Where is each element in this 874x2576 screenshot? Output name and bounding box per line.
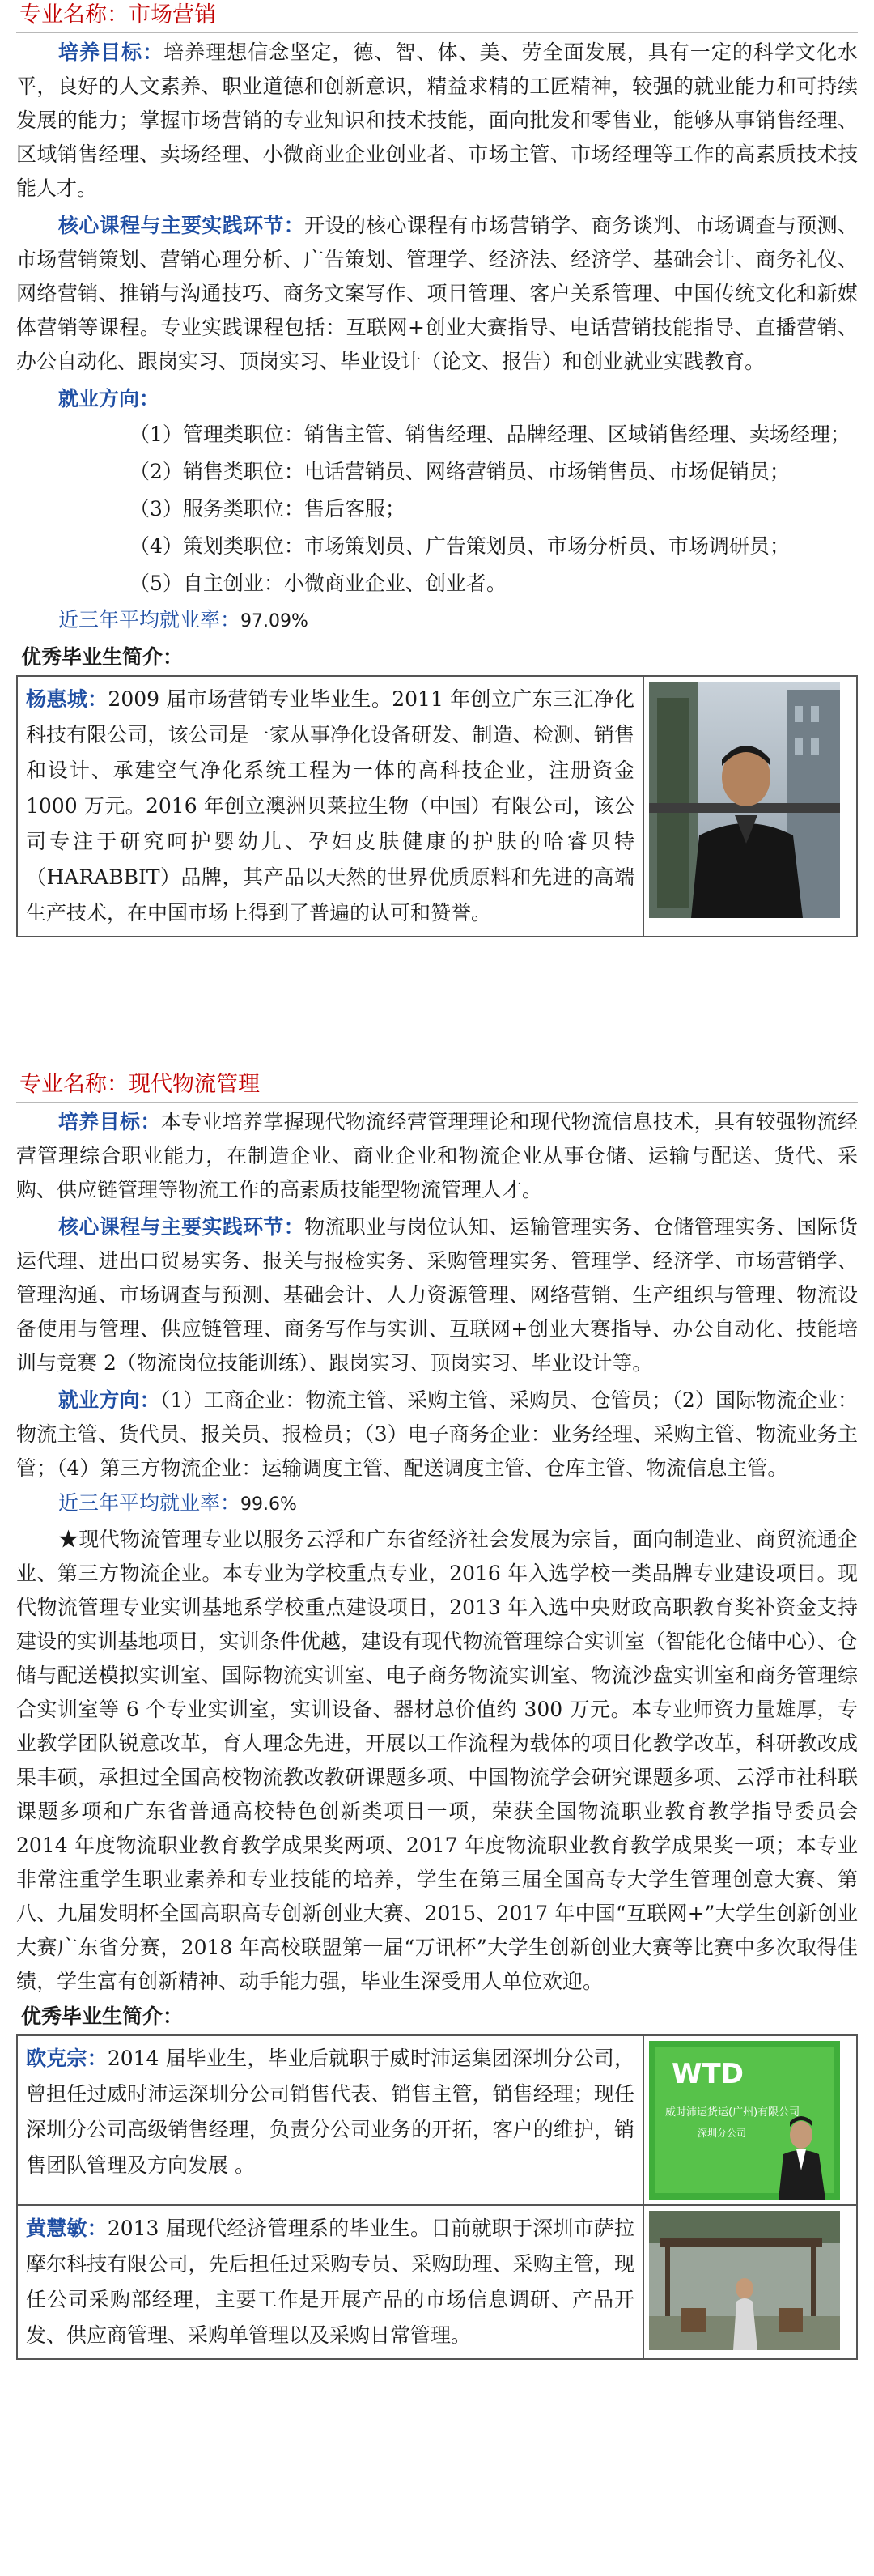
- major-title-value: 现代物流管理: [129, 1072, 260, 1097]
- graduate-name: 黄慧敏：: [26, 2217, 108, 2240]
- employment-rate-value: 97.09%: [240, 611, 308, 631]
- training-goal-text: 本专业培养掌握现代物流经营管理理论和现代物流信息技术，具有较强物流经营管理综合职业能力，在制造企业、商业企业和物流企业从事仓储、运输与配送、货代、采购、供应链管理等物流工作的高素质技能型物流管理人才。: [16, 1110, 858, 1201]
- graduate-photo-cell: [643, 2035, 857, 2205]
- major-title-value: 市场营销: [129, 2, 216, 28]
- graduate-text: 2014 届毕业生，毕业后就职于威时沛运集团深圳分公司，曾担任过威时沛运深圳分公司销售代表、销售主管，销售经理；现任深圳分公司高级销售经理，负责分公司业务的开拓，客户的维护，销售团队管理及方向发展 。: [26, 2047, 634, 2177]
- major-title: [16, 0, 858, 33]
- core-courses-text: 物流职业与岗位认知、运输管理实务、仓储管理实务、国际货运代理、进出口贸易实务、报关与报检实务、采购管理实务、管理学、经济学、市场营销学、管理沟通、市场调查与预测、基础会计、人力资源管理、网络营销、生产组织与管理、物流设备使用与管理、供应链管理、商务写作与实训、互联网+创业大赛指导、办公自动化、技能培训与竞赛 2（物流岗位技能训练）、跟岗实习、顶岗实习、毕业设计等。: [16, 1215, 858, 1375]
- company-sign-text: 威时沛运货运(广州)有限公司: [665, 2106, 800, 2119]
- career-item: （2）销售类职位：电话营销员、网络营销员、市场销售员、市场促销员；: [129, 460, 790, 483]
- graduate-heading: 优秀毕业生简介：: [21, 645, 184, 669]
- career-list: [16, 416, 858, 602]
- training-goal: [16, 36, 858, 206]
- employment-rate-label: 近三年平均就业率：: [58, 1491, 241, 1515]
- graduate-text: 2009 届市场营销专业毕业生。2011 年创立广东三汇净化科技有限公司，该公司是一家从事净化设备研发、制造、检测、销售和设计、承建空气净化系统工程为一体的高科技企业，注册资金 1000 万元。2016 年创立澳洲贝莱拉生物（中国）有限公司，该公司专注于研究呵护婴幼儿、孕妇皮肤健康的护肤的哈睿贝特（HARABBIT）品牌，其产品以天然的世界优质原料和先进的高端生产技术，在中国市场上得到了普遍的认可和赞誉。: [26, 687, 634, 925]
- graduate-name: 杨惠城：: [26, 687, 108, 711]
- graduate-photo-cell: [643, 676, 857, 937]
- employment-rate-value: 99.6%: [240, 1494, 297, 1515]
- career-direction-text: （1）工商企业：物流主管、采购主管、采购员、仓管员；（2）国际物流企业：物流主管、货代员、报关员、报检员；（3）电子商务企业：业务经理、采购主管、物流业务主管；（4）第三方物流企业：运输调度主管、配送调度主管、仓库主管、物流信息主管。: [16, 1388, 858, 1480]
- graduate-photo: [649, 2041, 840, 2200]
- major-section-marketing: [16, 0, 858, 937]
- graduate-photo: [649, 682, 840, 918]
- major-section-logistics: [16, 1069, 858, 2360]
- graduate-photo-cell: [643, 2205, 857, 2359]
- employment-rate: [16, 1486, 858, 1523]
- career-item: （4）策划类职位：市场策划员、广告策划员、市场分析员、市场调研员；: [129, 534, 790, 558]
- career-item: （5）自主创业：小微商业企业、创业者。: [129, 572, 507, 595]
- graduate-row: [17, 2205, 857, 2359]
- company-sign-sub: 深圳分公司: [698, 2128, 747, 2139]
- graduate-row: [17, 676, 857, 937]
- career-direction-label: [16, 382, 858, 416]
- career-item: （1）管理类职位：销售主管、销售经理、品牌经理、区域销售经理、卖场经理；: [129, 423, 851, 446]
- graduate-heading: 优秀毕业生简介：: [21, 2004, 184, 2028]
- major-title: [16, 1069, 858, 1103]
- core-courses-text: 开设的核心课程有市场营销学、商务谈判、市场调查与预测、市场营销策划、营销心理分析、广告策划、管理学、经济法、经济学、基础会计、商务礼仪、网络营销、推销与沟通技巧、商务文案写作、项目管理、客户关系管理、中国传统文化和新媒体营销等课程。专业实践课程包括：互联网+创业大赛指导、电话营销技能指导、直播营销、办公自动化、跟岗实习、顶岗实习、毕业设计（论文、报告）和创业就业实践教育。: [16, 214, 858, 373]
- career-label-text: 就业方向：: [58, 387, 160, 410]
- major-title-label: 专业名称：: [19, 2, 129, 28]
- graduate-table: [16, 675, 858, 937]
- training-goal: [16, 1105, 858, 1207]
- major-introduction: ★现代物流管理专业以服务云浮和广东省经济社会发展为宗旨，面向制造业、商贸流通企业、第三方物流企业。本专业为学校重点专业，2016 年入选学校一类品牌专业建设项目。现代物流管理专业实训基地系学校重点建设项目，2013 年入选中央财政高职教育奖补资金支持建设的实训基地项目，实训条件优越，建设有现代物流管理综合实训室（智能化仓储中心）、仓储与配送模拟实训室、国际物流实训室、电子商务物流实训室、物流沙盘实训室和商务管理综合实训室等 6 个专业实训室，实训设备、器材总价值约 300 万元。本专业师资力量雄厚，专业教学团队锐意改革，育人理念先进，开展以工作流程为载体的项目化教学改革，科研教改成果丰硕，承担过全国高校物流教改教研课题多项、中国物流学会研究课题多项、云浮市社科联课题多项和广东省普通高校特色创新类项目一项，荣获全国物流职业教育教学指导委员会 2014 年度物流职业教育教学成果奖两项、2017 年度物流职业教育教学成果奖一项；本专业非常注重学生职业素养和专业技能的培养，学生在第三届全国高专大学生管理创意大赛、第八、九届发明杯全国高职高专创新创业大赛、2015、2017 年中国“互联网+”大学生创新创业大赛广东省分赛，2018 年高校联盟第一届“万讯杯”大学生创新创业大赛等比赛中多次取得佳绩，学生富有创新精神、动手能力强，毕业生深受用人单位欢迎。: [16, 1528, 858, 1993]
- career-item: （3）服务类职位：售后客服；: [129, 497, 405, 521]
- graduate-bio: [17, 676, 643, 937]
- training-goal-label: 培养目标：: [58, 1110, 161, 1133]
- graduate-table: [16, 2034, 858, 2360]
- training-goal-label: 培养目标：: [58, 40, 164, 64]
- graduate-text: 2013 届现代经济管理系的毕业生。目前就职于深圳市萨拉摩尔科技有限公司，先后担任过采购专员、采购助理、采购主管，现任公司采购部经理，主要工作是开展产品的市场信息调研、产品开发、供应商管理、采购单管理以及采购日常管理。: [26, 2217, 634, 2347]
- employment-rate: [16, 602, 858, 640]
- core-courses: [16, 1210, 858, 1380]
- graduate-photo: [649, 2211, 840, 2350]
- graduate-name: 欧克宗：: [26, 2047, 108, 2070]
- career-direction-label: 就业方向：: [58, 1388, 160, 1412]
- company-logo-text: WTD: [672, 2058, 744, 2090]
- training-goal-text: 培养理想信念坚定，德、智、体、美、劳全面发展，具有一定的科学文化水平，良好的人文素养、职业道德和创新意识，精益求精的工匠精神，较强的就业能力和可持续发展的能力；掌握市场营销的专业知识和技术技能，面向批发和零售业，能够从事销售经理、区域销售经理、卖场经理、小微商业企业创业者、市场主管、市场经理等工作的高素质技术技能人才。: [16, 40, 858, 200]
- core-courses: [16, 209, 858, 379]
- career-direction: [16, 1384, 858, 1486]
- graduate-row: [17, 2035, 857, 2205]
- graduate-bio: [17, 2205, 643, 2359]
- graduate-bio: [17, 2035, 643, 2205]
- core-courses-label: 核心课程与主要实践环节：: [58, 214, 305, 237]
- major-title-label: 专业名称：: [19, 1072, 129, 1097]
- core-courses-label: 核心课程与主要实践环节：: [58, 1215, 305, 1239]
- employment-rate-label: 近三年平均就业率：: [58, 608, 241, 631]
